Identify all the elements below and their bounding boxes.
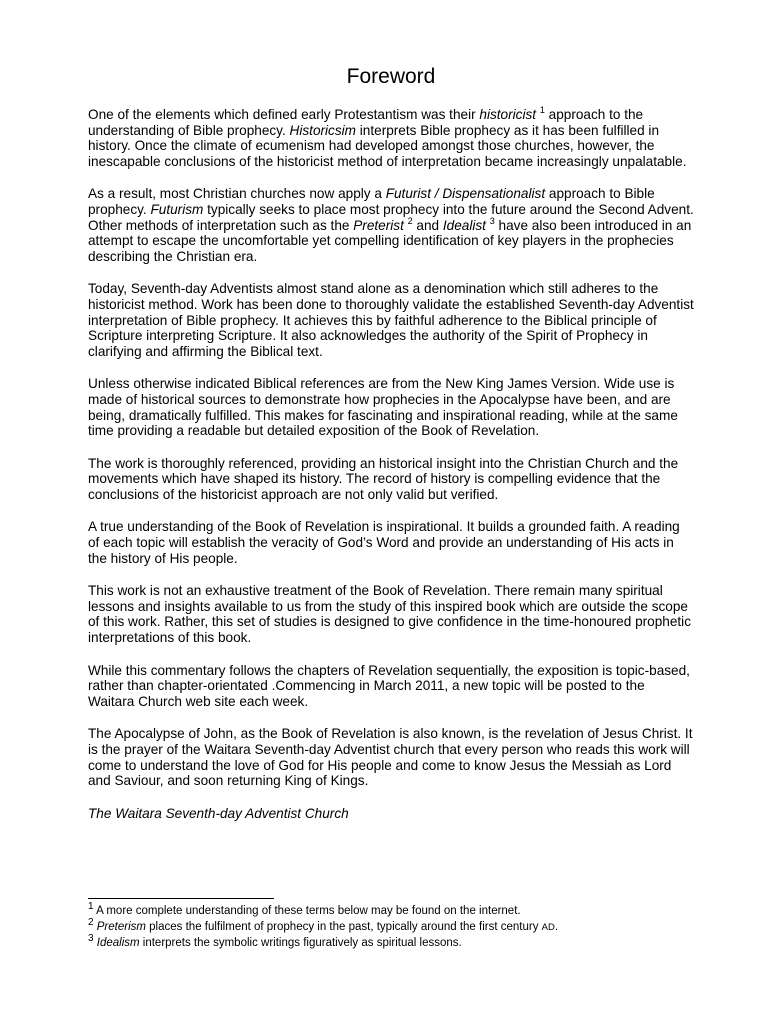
footnote-ref-2[interactable]: 2: [407, 215, 413, 226]
paragraph-4: Unless otherwise indicated Biblical references are from the New King James Version. Wide use is made of historical sources to demonstrate how prophecies in the Apocalypse have been, and are being, dramatically fulfilled. This makes for fascinating and inspirational reading, while at the same time providing a readable but detailed exposition of the Book of Revelation.: [88, 376, 678, 439]
footnote-3: [88, 933, 708, 950]
footnote-text: places the fulfilment of prophecy in the past, typically around the first century: [145, 921, 542, 933]
footnote-number: 3: [88, 933, 94, 944]
page-title: Foreword: [346, 65, 436, 88]
footnote-end: .: [554, 921, 559, 933]
footnote-number: 1: [88, 901, 94, 912]
text: approach to the understanding of Bible prophecy.: [88, 107, 644, 138]
signature: [88, 806, 694, 822]
text: typically seeks to place most prophecy into the future around the Second Advent. Other methods of interpretation such as the: [88, 201, 694, 233]
emphasis-futurism: Futurism: [150, 201, 204, 217]
footnote-2: [88, 917, 708, 935]
footnote-ref-1[interactable]: 1: [539, 105, 545, 115]
paragraph-2: [88, 186, 694, 264]
text: As a result, most Christian churches now apply a: [88, 186, 386, 202]
paragraph-5: The work is thoroughly referenced, providing an historical insight into the Christian Church and the movements which have shaped its history. The record of history is compelling evidence that the conclusions of the historicist approach are not only valid but verified.: [88, 455, 679, 502]
footnote-emphasis: Preterism: [96, 921, 146, 933]
paragraph-8: While this commentary follows the chapters of Revelation sequentially, the exposition is topic-based, rather than chapter-orientated .Commencing in March 2011, a new topic will be posted to the Waitara Church web site each week.: [88, 662, 690, 709]
footnote-ref-3[interactable]: 3: [489, 215, 495, 226]
footnote-emphasis: Idealism: [96, 937, 140, 949]
footnote-text: interprets the symbolic writings figuratively as spiritual lessons.: [139, 937, 462, 949]
paragraph-3: Today, Seventh-day Adventists almost stand alone as a denomination which still adheres to the historicist method. Work has been done to thoroughly validate the established Seventh-day Adventist interpretation of Bible prophecy. It achieves this by faithful adherence to the Biblical principle of Scripture interpreting Scripture. It also acknowledges the authority of the Spirit of Prophecy in clarifying and affirming the Biblical text.: [88, 281, 694, 359]
text: have also been introduced in an attempt to escape the uncomfortable yet compelling identification of key players in the prophecies describing the Christian era.: [88, 217, 692, 264]
emphasis-idealist: Idealist: [442, 217, 486, 233]
signature-text: The Waitara Seventh-day Adventist Church: [88, 805, 349, 821]
footnote-small-caps: AD: [541, 922, 555, 933]
text: interprets Bible prophecy as it has been fulfilled in history. Once the climate of ecumenism had developed amongst those churches, however, the inescapable conclusions of the historicist method of interpretation became increasingly unpalatable.: [88, 122, 687, 169]
paragraph-1: [88, 107, 694, 169]
footnote-text: A more complete understanding of these terms below may be found on the internet.: [93, 905, 521, 917]
footnote-divider: [88, 898, 274, 899]
emphasis-historicsim: Historicsim: [289, 122, 356, 138]
text: and: [412, 217, 443, 233]
document-page: [88, 62, 694, 838]
emphasis-preterist: Preterist: [353, 217, 404, 233]
text: One of the elements which defined early Protestantism was their: [88, 107, 480, 122]
paragraph-7: This work is not an exhaustive treatment of the Book of Revelation. There remain many spiritual lessons and insights available to us from the study of this inspired book which are outside the scope of this work. Rather, this set of studies is designed to give confidence in the time-honoured prophetic interpretations of this book.: [88, 583, 691, 646]
text: approach to Bible prophecy.: [88, 186, 655, 217]
footnote-number: 2: [88, 917, 94, 928]
emphasis-futurist: Futurist / Dispensationalist: [385, 186, 546, 202]
footnote-1: [88, 901, 708, 918]
emphasis-historicist: historicist: [479, 107, 537, 122]
paragraph-6: A true understanding of the Book of Revelation is inspirational. It builds a grounded faith. A reading of each topic will establish the veracity of God’s Word and provide an understanding of His acts in the history of His people.: [88, 519, 680, 566]
paragraph-9: The Apocalypse of John, as the Book of Revelation is also known, is the revelation of Jesus Christ. It is the prayer of the Waitara Seventh-day Adventist church that every person who reads this work will come to understand the love of God for His people and come to know Jesus the Messiah as Lord and Saviour, and soon returning King of Kings.: [88, 726, 693, 789]
